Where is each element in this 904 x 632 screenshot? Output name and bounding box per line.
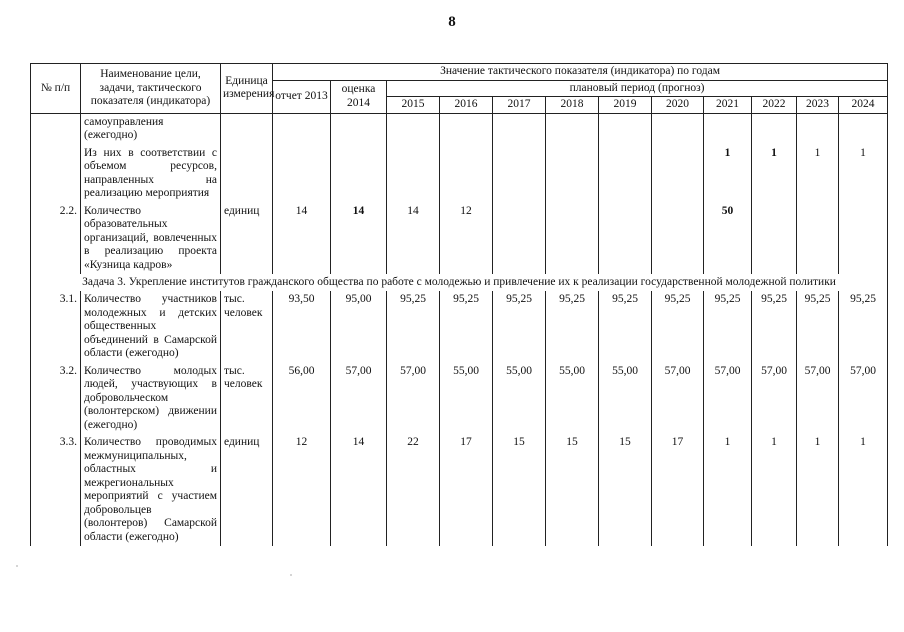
value-cell <box>652 113 704 145</box>
value-cell <box>599 145 652 203</box>
value-cell: 1 <box>704 434 752 546</box>
scan-speck <box>16 565 18 567</box>
indicator-name: самоуправления (ежегодно) <box>81 113 221 145</box>
header-year: 2015 <box>387 97 440 114</box>
value-cell: 95,00 <box>331 291 387 363</box>
value-cell <box>546 145 599 203</box>
value-cell: 95,25 <box>797 291 839 363</box>
value-cell: 57,00 <box>652 363 704 435</box>
value-cell: 56,00 <box>273 363 331 435</box>
value-cell: 14 <box>387 203 440 275</box>
value-cell: 1 <box>704 145 752 203</box>
value-cell: 17 <box>652 434 704 546</box>
unit-cell <box>221 145 273 203</box>
row-number <box>31 145 81 203</box>
header-year: 2016 <box>440 97 493 114</box>
value-cell: 55,00 <box>493 363 546 435</box>
value-cell <box>752 113 797 145</box>
value-cell: 1 <box>752 145 797 203</box>
header-num: № п/п <box>31 64 81 114</box>
value-cell: 1 <box>797 145 839 203</box>
value-cell: 12 <box>273 434 331 546</box>
value-cell <box>599 113 652 145</box>
indicator-name: Из них в соответствии с объемом ресурсов, направленных на реализацию мероприятия <box>81 145 221 203</box>
value-cell: 12 <box>440 203 493 275</box>
table-row <box>31 291 888 363</box>
indicator-name: Количество проводимых межмуниципальных, областных и межрегиональных мероприятий с участием добровольцев (волонтеров) Самарской области (ежегодно) <box>81 434 221 546</box>
value-cell: 95,25 <box>599 291 652 363</box>
header-unit: Единица измерения <box>221 64 273 114</box>
table-header <box>31 64 888 114</box>
value-cell: 14 <box>273 203 331 275</box>
value-cell <box>704 113 752 145</box>
value-cell <box>797 203 839 275</box>
value-cell: 57,00 <box>797 363 839 435</box>
value-cell: 55,00 <box>440 363 493 435</box>
row-number: 2.2. <box>31 203 81 275</box>
value-cell: 55,00 <box>599 363 652 435</box>
value-cell: 93,50 <box>273 291 331 363</box>
value-cell <box>546 203 599 275</box>
header-plan-group: плановый период (прогноз) <box>387 80 888 97</box>
value-cell <box>493 113 546 145</box>
header-value-group: Значение тактического показателя (индикатора) по годам <box>273 64 888 81</box>
table-body <box>31 113 888 546</box>
value-cell: 95,25 <box>546 291 599 363</box>
value-cell: 95,25 <box>839 291 888 363</box>
value-cell <box>752 203 797 275</box>
row-number: 3.3. <box>31 434 81 546</box>
value-cell: 1 <box>797 434 839 546</box>
header-year: 2019 <box>599 97 652 114</box>
value-cell: 57,00 <box>704 363 752 435</box>
table-row <box>31 145 888 203</box>
value-cell: 95,25 <box>704 291 752 363</box>
header-year: 2024 <box>839 97 888 114</box>
value-cell <box>493 203 546 275</box>
value-cell: 1 <box>839 145 888 203</box>
value-cell <box>652 203 704 275</box>
value-cell <box>839 113 888 145</box>
value-cell <box>839 203 888 275</box>
value-cell: 14 <box>331 434 387 546</box>
row-number <box>31 113 81 145</box>
header-report: отчет 2013 <box>273 80 331 113</box>
unit-cell: тыс. человек <box>221 291 273 363</box>
unit-cell: тыс. человек <box>221 363 273 435</box>
table-row <box>31 363 888 435</box>
value-cell: 95,25 <box>652 291 704 363</box>
header-year: 2021 <box>704 97 752 114</box>
value-cell <box>331 113 387 145</box>
value-cell: 14 <box>331 203 387 275</box>
header-year: 2022 <box>752 97 797 114</box>
unit-cell: единиц <box>221 434 273 546</box>
indicator-table <box>30 63 888 546</box>
value-cell <box>273 145 331 203</box>
value-cell: 1 <box>839 434 888 546</box>
header-year: 2020 <box>652 97 704 114</box>
value-cell: 50 <box>704 203 752 275</box>
value-cell: 17 <box>440 434 493 546</box>
task-title: Задача 3. Укрепление институтов гражданского общества по работе с молодежью и привлечение их к реализации государственной молодежной политики <box>31 274 888 291</box>
value-cell: 95,25 <box>493 291 546 363</box>
value-cell: 57,00 <box>752 363 797 435</box>
value-cell: 15 <box>546 434 599 546</box>
value-cell: 15 <box>599 434 652 546</box>
value-cell <box>546 113 599 145</box>
value-cell: 57,00 <box>387 363 440 435</box>
value-cell: 22 <box>387 434 440 546</box>
value-cell <box>652 145 704 203</box>
value-cell <box>273 113 331 145</box>
value-cell <box>599 203 652 275</box>
header-estimate: оценка 2014 <box>331 80 387 113</box>
table-row <box>31 203 888 275</box>
value-cell: 95,25 <box>387 291 440 363</box>
task-row <box>31 274 888 291</box>
value-cell <box>440 145 493 203</box>
page-number: 8 <box>448 14 456 30</box>
indicator-name: Количество образовательных организаций, вовлеченных в реализацию проекта «Кузница кадров» <box>81 203 221 275</box>
value-cell: 57,00 <box>839 363 888 435</box>
value-cell <box>387 113 440 145</box>
value-cell: 95,25 <box>440 291 493 363</box>
table-row <box>31 113 888 145</box>
header-name: Наименование цели, задачи, тактического показателя (индикатора) <box>81 64 221 114</box>
table-row <box>31 434 888 546</box>
scan-speck <box>290 574 292 576</box>
value-cell <box>797 113 839 145</box>
value-cell: 15 <box>493 434 546 546</box>
value-cell <box>440 113 493 145</box>
header-year: 2018 <box>546 97 599 114</box>
indicator-name: Количество участников молодежных и детских общественных объединений в Самарской области (ежегодно) <box>81 291 221 363</box>
header-year: 2017 <box>493 97 546 114</box>
row-number: 3.1. <box>31 291 81 363</box>
indicator-name: Количество молодых людей, участвующих в добровольческом (волонтерском) движении (ежегодно) <box>81 363 221 435</box>
value-cell: 55,00 <box>546 363 599 435</box>
unit-cell <box>221 113 273 145</box>
value-cell: 57,00 <box>331 363 387 435</box>
unit-cell: единиц <box>221 203 273 275</box>
value-cell <box>387 145 440 203</box>
value-cell <box>331 145 387 203</box>
row-number: 3.2. <box>31 363 81 435</box>
value-cell <box>493 145 546 203</box>
value-cell: 95,25 <box>752 291 797 363</box>
header-year: 2023 <box>797 97 839 114</box>
value-cell: 1 <box>752 434 797 546</box>
